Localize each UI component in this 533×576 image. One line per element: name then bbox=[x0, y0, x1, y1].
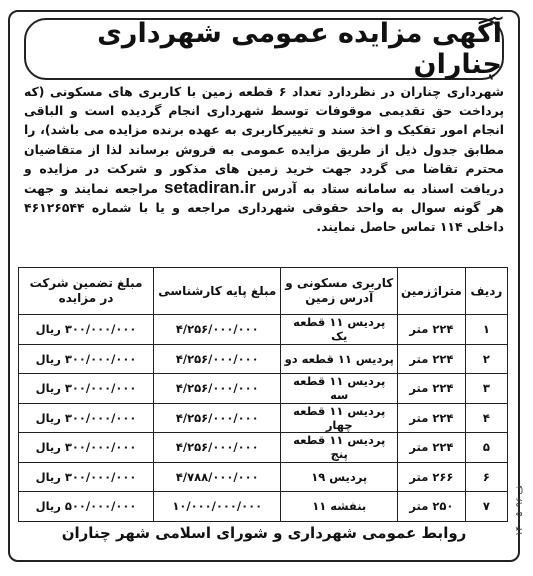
cell-area: ۲۲۴ متر bbox=[397, 403, 465, 433]
notice-body bbox=[24, 82, 504, 237]
table-row bbox=[19, 374, 508, 404]
cell-idx: ۱ bbox=[465, 315, 507, 345]
notice-body-after: مراجعه نمایند و جهت هر گونه سوال به واحد حقوقی شهرداری مراجعه و یا با شماره ۴۶۱۲۶۵۴۴ داخلی ۱۱۴ تماس حاصل نمایند. bbox=[24, 181, 504, 235]
cell-base: ۴/۲۵۶/۰۰۰/۰۰۰ bbox=[154, 374, 281, 404]
cell-deposit: ۳۰۰/۰۰۰/۰۰۰ ریال bbox=[19, 374, 154, 404]
cell-base: ۴/۲۵۶/۰۰۰/۰۰۰ bbox=[154, 403, 281, 433]
cell-base: ۱۰/۰۰۰/۰۰۰/۰۰۰ bbox=[154, 492, 281, 522]
cell-base: ۴/۷۸۸/۰۰۰/۰۰۰ bbox=[154, 462, 281, 492]
table-row bbox=[19, 344, 508, 374]
table-row bbox=[19, 433, 508, 463]
cell-use: پردیس ۱۱ قطعه چهار bbox=[281, 403, 397, 433]
auction-table bbox=[18, 267, 508, 522]
cell-use: پردیس ۱۹ bbox=[281, 462, 397, 492]
cell-deposit: ۳۰۰/۰۰۰/۰۰۰ ریال bbox=[19, 315, 154, 345]
table-row bbox=[19, 462, 508, 492]
cell-use: پردیس ۱۱ قطعه پنج bbox=[281, 433, 397, 463]
cell-area: ۲۵۰ متر bbox=[397, 492, 465, 522]
cell-use: پردیس ۱۱ قطعه سه bbox=[281, 374, 397, 404]
cell-use: پردیس ۱۱ قطعه یک bbox=[281, 315, 397, 345]
cell-deposit: ۳۰۰/۰۰۰/۰۰۰ ریال bbox=[19, 344, 154, 374]
header-idx: ردیف bbox=[465, 268, 507, 315]
notice-frame bbox=[8, 10, 520, 562]
cell-use: پردیس ۱۱ قطعه دو bbox=[281, 344, 397, 374]
table-row bbox=[19, 315, 508, 345]
cell-deposit: ۳۰۰/۰۰۰/۰۰۰ ریال bbox=[19, 462, 154, 492]
cell-use: بنفشه ۱۱ bbox=[281, 492, 397, 522]
cell-idx: ۷ bbox=[465, 492, 507, 522]
notice-title: آگهی مزایده عمومی شهرداری چناران bbox=[97, 18, 502, 80]
cell-idx: ۳ bbox=[465, 374, 507, 404]
table-row bbox=[19, 403, 508, 433]
header-area: متراژزمین bbox=[397, 268, 465, 315]
cell-area: ۲۶۶ متر bbox=[397, 462, 465, 492]
title-bar bbox=[24, 18, 504, 80]
setad-url: setadiran.ir bbox=[164, 178, 256, 198]
side-code: ف ۱۴۰۰۵۰۹۶ bbox=[515, 485, 525, 536]
cell-area: ۲۲۴ متر bbox=[397, 374, 465, 404]
table-row bbox=[19, 492, 508, 522]
cell-idx: ۲ bbox=[465, 344, 507, 374]
cell-base: ۴/۲۵۶/۰۰۰/۰۰۰ bbox=[154, 433, 281, 463]
cell-idx: ۶ bbox=[465, 462, 507, 492]
cell-base: ۴/۲۵۶/۰۰۰/۰۰۰ bbox=[154, 315, 281, 345]
cell-deposit: ۳۰۰/۰۰۰/۰۰۰ ریال bbox=[19, 403, 154, 433]
notice-body-text: شهرداری چناران در نظردارد تعداد ۶ قطعه زمین با کاربری های مسکونی (که پرداخت حق تقدیمی موقوفات توسط شهرداری انجام گردیده است و الباقی انجام امور تفکیک و اخذ سند و تغییرکاربری به عهده برنده مزایده می باشد)، را مطابق جدول ذیل از طریق مزایده عمومی به فروش برساند لذا از متقاضیان محترم تقاضا می گردد جهت خرید زمین های مذکور و شرکت در مزایده و دریافت اسناد به سامانه ستاد به آدرس bbox=[24, 84, 504, 197]
cell-area: ۲۲۴ متر bbox=[397, 344, 465, 374]
cell-area: ۲۲۴ متر bbox=[397, 433, 465, 463]
table-header-row bbox=[19, 268, 508, 315]
cell-idx: ۴ bbox=[465, 403, 507, 433]
cell-idx: ۵ bbox=[465, 433, 507, 463]
cell-area: ۲۲۴ متر bbox=[397, 315, 465, 345]
header-use: کاربری مسکونی و آدرس زمین bbox=[281, 268, 397, 315]
cell-deposit: ۵۰۰/۰۰۰/۰۰۰ ریال bbox=[19, 492, 154, 522]
cell-base: ۴/۲۵۶/۰۰۰/۰۰۰ bbox=[154, 344, 281, 374]
header-base: مبلغ پایه کارشناسی bbox=[154, 268, 281, 315]
header-deposit: مبلغ تضمین شرکت در مزایده bbox=[19, 268, 154, 315]
cell-deposit: ۳۰۰/۰۰۰/۰۰۰ ریال bbox=[19, 433, 154, 463]
footer-signature: روابط عمومی شهرداری و شورای اسلامی شهر چناران bbox=[61, 524, 467, 542]
